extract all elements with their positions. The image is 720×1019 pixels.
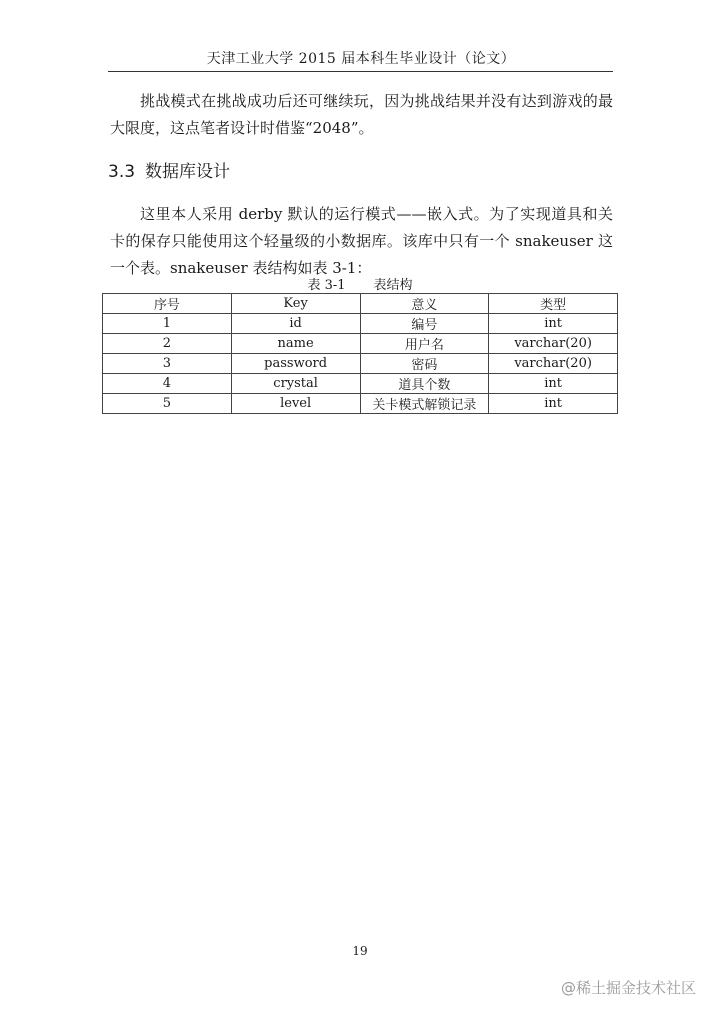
table-cell: int [489,314,618,334]
table-cell: id [231,314,360,334]
col-header-index: 序号 [103,294,232,314]
table-cell: 关卡模式解锁记录 [360,394,489,414]
table-header-row [103,294,618,314]
table-cell: 2 [103,334,232,354]
table-cell: 道具个数 [360,374,489,394]
table-cell: int [489,374,618,394]
table-cell: crystal [231,374,360,394]
header-divider [108,71,613,72]
structure-table [102,293,618,414]
col-header-type: 类型 [489,294,618,314]
page-number: 19 [352,944,368,958]
col-header-key: Key [231,294,360,314]
running-header: 天津工业大学 2015 届本科生毕业设计（论文） [206,51,516,67]
section-title-text: 数据库设计 [145,162,231,182]
paragraph-database: 这里本人采用 derby 默认的运行模式——嵌入式。为了实现道具和关卡的保存只能使用这个轻量级的小数据库。该库中只有一个 snakeuser 这一个表。snakeuser 表结构如表 3-1： [110,205,613,277]
paragraph-challenge-mode: 挑战模式在挑战成功后还可继续玩，因为挑战结果并没有达到游戏的最大限度，这点笔者设计时借鉴“2048”。 [110,92,613,137]
table-cell: 密码 [360,354,489,374]
table-row [103,374,618,394]
table-cell: level [231,394,360,414]
table-cell: 用户名 [360,334,489,354]
col-header-meaning: 意义 [360,294,489,314]
table-cell: 4 [103,374,232,394]
table-caption [102,274,618,293]
table-cell: varchar(20) [489,354,618,374]
watermark-text: @稀土掘金技术社区 [561,979,697,997]
table-cell: name [231,334,360,354]
section-heading [108,157,230,182]
table-cell: int [489,394,618,414]
table-row [103,314,618,334]
table-caption-title: 表结构 [373,278,413,293]
table-cell: password [231,354,360,374]
table-cell: 3 [103,354,232,374]
table-row [103,354,618,374]
table-cell: 1 [103,314,232,334]
table-cell: 编号 [360,314,489,334]
table-caption-number: 表 3-1 [307,278,346,293]
table-cell: varchar(20) [489,334,618,354]
table-cell: 5 [103,394,232,414]
section-number: 3.3 [108,162,136,182]
table-row [103,334,618,354]
table-row [103,394,618,414]
